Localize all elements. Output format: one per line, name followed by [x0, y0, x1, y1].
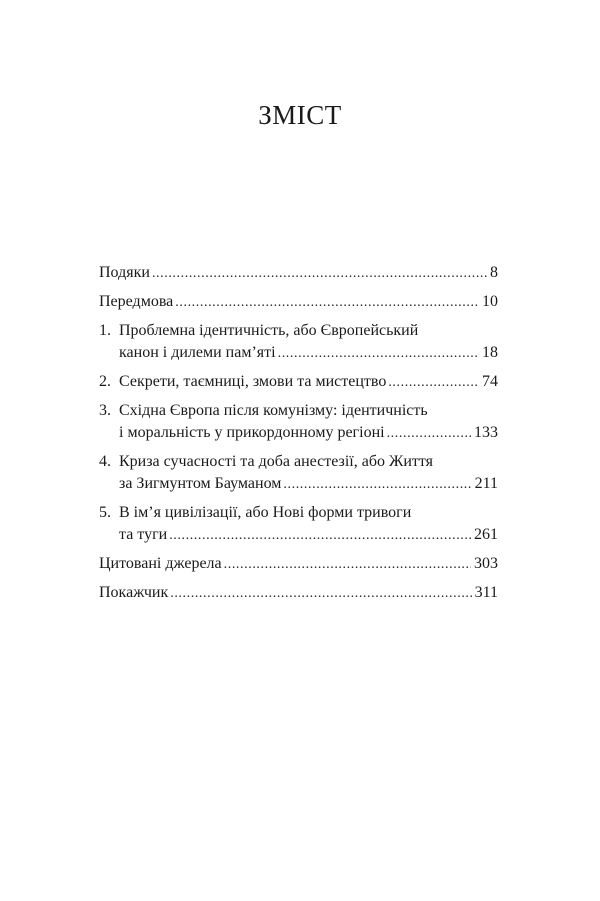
toc-page-number: 133: [474, 424, 498, 441]
toc-entry-title-continued: за Зигмунтом Бауманом: [119, 475, 282, 492]
dot-leader: [170, 583, 471, 605]
toc-entry-title: Секрети, таємниці, змови та мистецтво: [119, 373, 387, 390]
table-of-contents: [99, 262, 498, 605]
toc-page-number: 74: [482, 373, 498, 390]
toc-entry-title: Проблемна ідентичність, або Європейський: [119, 322, 419, 339]
toc-entry-title: Цитовані джерела: [99, 555, 222, 572]
toc-entry-preface[interactable]: [99, 291, 498, 314]
toc-entry-title: Криза сучасності та доба анестезії, або Життя: [119, 453, 434, 470]
dot-leader: [387, 423, 471, 445]
toc-chapter-number: 1.: [99, 322, 111, 339]
toc-chapter-number: 2.: [99, 373, 111, 390]
toc-entry-title: В ім’я цивілізації, або Нові форми тривоги: [119, 504, 412, 521]
toc-entry-title: Подяки: [99, 264, 150, 281]
toc-chapter-number: 4.: [99, 453, 111, 470]
toc-entry-chapter-3[interactable]: [99, 400, 498, 445]
dot-leader: [388, 372, 479, 394]
toc-page-number: 8: [490, 264, 498, 281]
dot-leader: [169, 525, 471, 547]
toc-entry-chapter-2[interactable]: [99, 371, 498, 394]
page-title: ЗМІСТ: [258, 100, 342, 130]
toc-chapter-number: 3.: [99, 402, 111, 419]
toc-page-number: 211: [474, 475, 498, 492]
toc-entry-title: Східна Європа після комунізму: ідентичність: [119, 402, 428, 419]
toc-entry-title-continued: та туги: [119, 526, 168, 543]
toc-entry-chapter-5[interactable]: [99, 502, 498, 547]
toc-entry-title: Передмова: [99, 293, 174, 310]
toc-entry-title-continued: канон і дилеми пам’яті: [119, 344, 276, 361]
dot-leader: [175, 292, 479, 314]
toc-chapter-number: 5.: [99, 504, 111, 521]
dot-leader: [278, 343, 479, 365]
toc-entry-index[interactable]: [99, 582, 498, 605]
toc-page-number: 303: [474, 555, 498, 572]
toc-page-number: 18: [482, 344, 498, 361]
dot-leader: [152, 263, 487, 285]
toc-entry-chapter-1[interactable]: [99, 320, 498, 365]
toc-entry-title: Покажчик: [99, 584, 169, 601]
toc-page-number: 311: [474, 584, 498, 601]
dot-leader: [224, 554, 471, 576]
dot-leader: [283, 474, 471, 496]
toc-page-number: 261: [474, 526, 498, 543]
toc-entry-references[interactable]: [99, 553, 498, 576]
toc-entry-chapter-4[interactable]: [99, 451, 498, 496]
toc-entry-title-continued: і моральність у прикордонному регіоні: [119, 424, 385, 441]
toc-entry-acknowledgements[interactable]: [99, 262, 498, 285]
toc-page-number: 10: [482, 293, 498, 310]
